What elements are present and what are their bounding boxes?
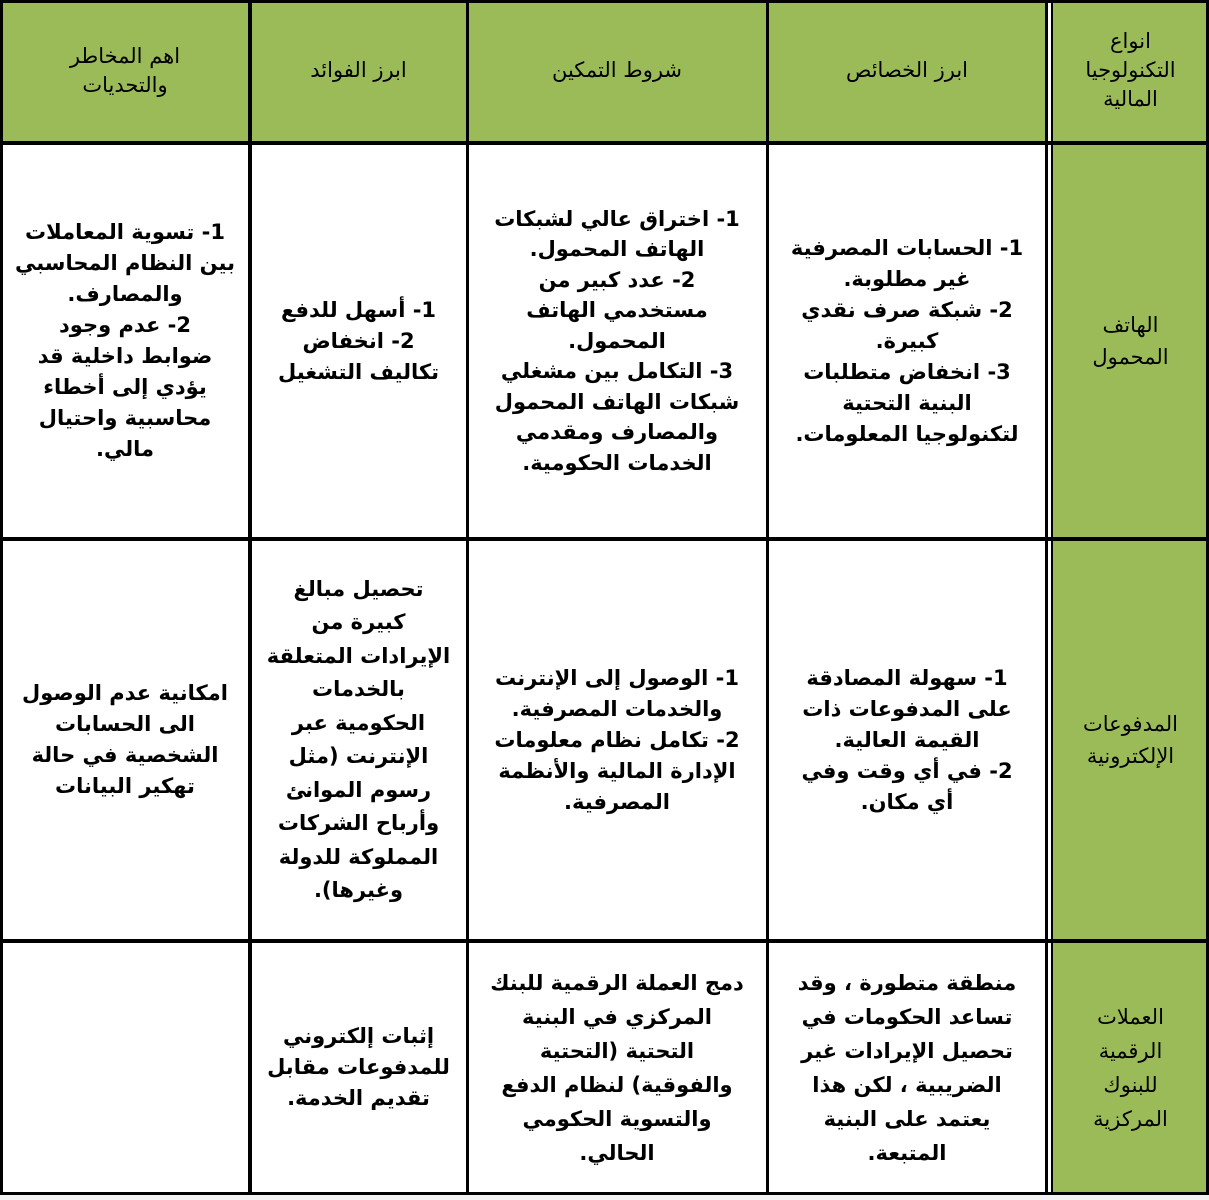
grid-line-col3	[766, 0, 769, 1195]
grid-line-col4a	[1045, 0, 1048, 1195]
row1-features-text: 1- الحسابات المصرفية غير مطلوبة. 2- شبكة صرف نقدي كبيرة. 3- انخفاض متطلبات البنية التحتية لتكنولوجيا المعلومات.	[790, 235, 1024, 446]
row1-risks	[0, 145, 250, 537]
grid-line-top	[0, 0, 1209, 3]
row1-risks-text: 1- تسوية المعاملات بين النظام المحاسبي والمصارف. 2- عدم وجود ضوابط داخلية قد يؤدي إلى أخطاء محاسبية واحتيال مالي.	[14, 220, 236, 461]
row3-conditions	[467, 943, 767, 1192]
header-fintech-type	[1052, 0, 1209, 141]
row1-type-label: الهاتف المحمول	[1092, 313, 1169, 369]
row1-benefits-text: 1- أسهل للدفع 2- انخفاض تكاليف التشغيل	[278, 297, 439, 384]
header-risks-label: اهم المخاطر والتحديات	[69, 43, 181, 97]
row3-type	[1052, 943, 1209, 1192]
header-features-label: ابرز الخصائص	[845, 58, 969, 82]
header-features	[767, 0, 1047, 141]
grid-line-col2	[466, 0, 469, 1195]
row2-type	[1052, 541, 1209, 939]
row1-features	[767, 145, 1047, 537]
row2-type-label: المدفوعات الإلكترونية	[1083, 712, 1178, 768]
grid-line-left	[0, 0, 3, 1195]
header-risks	[0, 0, 250, 141]
row1-benefits	[250, 145, 467, 537]
row2-risks-text: امكانية عدم الوصول الى الحسابات الشخصية في حالة تهكير البيانات	[22, 681, 228, 798]
grid-line-col1	[248, 0, 252, 1195]
header-fintech-type-label: انواع التكنولوجيا المالية	[1085, 29, 1176, 111]
header-benefits	[250, 0, 467, 141]
header-conditions-label: شروط التمكين	[551, 58, 683, 82]
header-conditions	[467, 0, 767, 141]
row3-conditions-text: دمج العملة الرقمية للبنك المركزي في البنية التحتية (التحتية والفوقية) لنظام الدفع والتسوية الحكومي الحالي.	[490, 970, 744, 1165]
row1-conditions	[467, 145, 767, 537]
row3-features-text: منطقة متطورة ، وقد تساعد الحكومات في تحصيل الإيرادات غير الضريبية ، لكن هذا يعتمد على البنية المتبعة.	[797, 970, 1017, 1165]
row3-type-label: العملات الرقمية للبنوك المركزية	[1093, 1004, 1168, 1131]
row3-benefits-text: إثبات إلكتروني للمدفوعات مقابل تقديم الخدمة.	[267, 1024, 450, 1110]
grid-line-header	[0, 141, 1209, 145]
row2-features-text: 1- سهولة المصادقة على المدفوعات ذات القيمة العالية. 2- في أي وقت وفي أي مكان.	[801, 665, 1013, 814]
row2-conditions-text: 1- الوصول إلى الإنترنت والخدمات المصرفية. 2- تكامل نظام معلومات الإدارة المالية والأنظمة المصرفية.	[494, 665, 740, 814]
row3-benefits	[250, 943, 467, 1192]
row2-risks	[0, 541, 250, 939]
row2-features	[767, 541, 1047, 939]
grid-line-row1	[0, 537, 1209, 541]
header-benefits-label: ابرز الفوائد	[310, 58, 407, 82]
grid-line-col4b	[1051, 0, 1053, 1195]
row2-benefits-text: تحصيل مبالغ كبيرة من الإيرادات المتعلقة بالخدمات الحكومية عبر الإنترنت (مثل رسوم الموانئ وأرباح الشركات المملوكة للدولة وغيرها).	[266, 576, 451, 902]
row3-risks	[0, 943, 250, 1192]
row3-features	[767, 943, 1047, 1192]
row1-conditions-text: 1- اختراق عالي لشبكات الهاتف المحمول. 2- عدد كبير من مستخدمي الهاتف المحمول. 3- التكامل بين مشغلي شبكات الهاتف المحمول والمصارف ومقدمي الخدمات الحكومية.	[494, 206, 740, 475]
row2-conditions	[467, 541, 767, 939]
grid-line-row2	[0, 939, 1209, 943]
bottom-strip	[0, 1195, 1209, 1200]
row1-type	[1052, 145, 1209, 537]
row2-benefits	[250, 541, 467, 939]
